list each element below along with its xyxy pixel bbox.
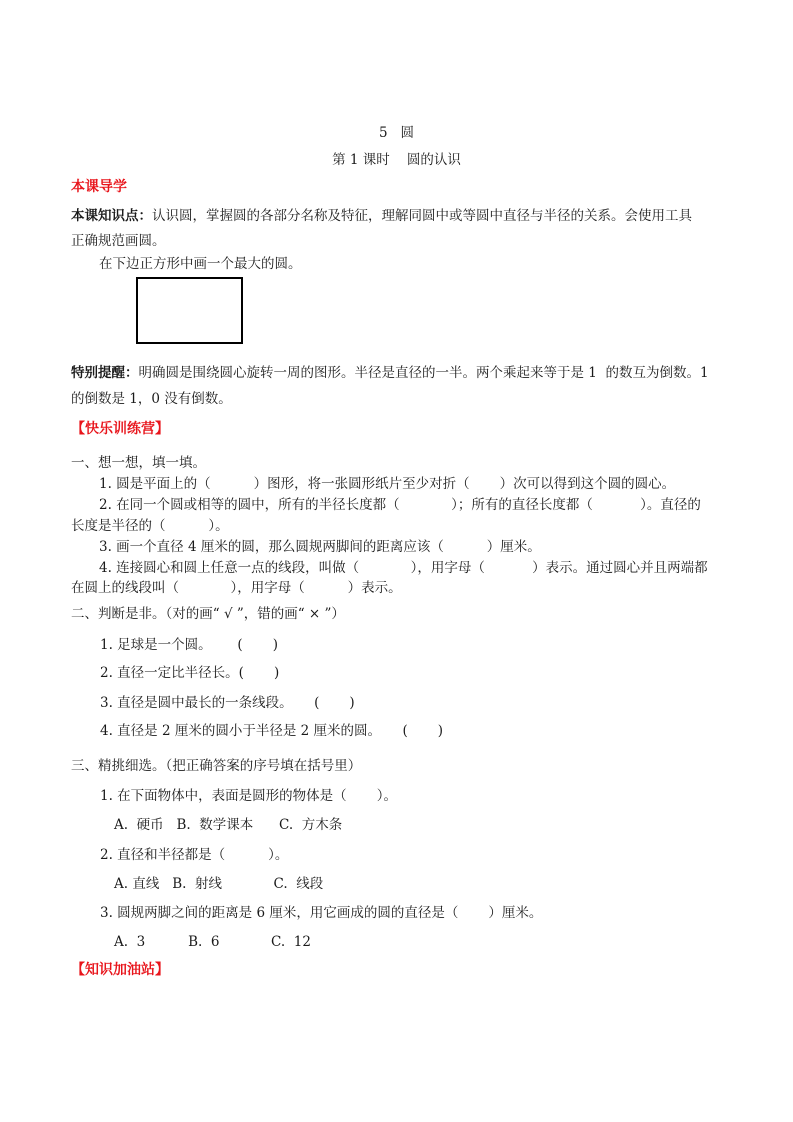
knowledge-points-line2: 正确规范画圆。 [71, 233, 166, 249]
part2-item: 4. 直径是 2 厘米的圆小于半径是 2 厘米的圆。 ( ) [100, 723, 444, 739]
part3-options-2: A. 直线 B. 射线 C. 线段 [114, 876, 324, 892]
knowledge-points-line1 [71, 207, 692, 225]
reminder-line2: 的倒数是 1，0 没有倒数。 [71, 391, 232, 407]
part1-title: 一、想一想，填一填。 [71, 455, 206, 471]
part1-question-1: 1. 圆是平面上的（ ）图形，将一张圆形纸片至少对折（ ）次可以得到这个圆的圆心。 [99, 476, 676, 492]
drawing-square [136, 277, 243, 344]
part2-item: 3. 直径是圆中最长的一条线段。 ( ) [100, 695, 355, 711]
part3-question-1: 1. 在下面物体中，表面是圆形的物体是（ ）。 [100, 788, 397, 804]
part2-item: 2. 直径一定比半径长。( ) [100, 665, 280, 681]
part3-question-2: 2. 直径和半径都是（ ）。 [100, 847, 289, 863]
reminder-label: 特别提醒： [71, 365, 139, 381]
section-heading-practice: 【快乐训练营】 [71, 421, 169, 437]
part1-question-4-line2: 在圆上的线段叫（ ），用字母（ ）表示。 [71, 580, 402, 596]
part1-question-3: 3. 画一个直径 4 厘米的圆，那么圆规两脚间的距离应该（ ）厘米。 [99, 539, 541, 555]
part2-item: 1. 足球是一个圆。 ( ) [100, 637, 278, 653]
part3-title: 三、精挑细选。（把正确答案的序号填在括号里） [71, 758, 362, 774]
part2-title: 二、判断是非。（对的画“ √ ”，错的画“ × ”） [71, 606, 345, 622]
part1-question-2-line2: 长度是半径的（ ）。 [71, 518, 229, 534]
section-heading-guide: 本课导学 [71, 179, 127, 195]
knowledge-points-text: 认识圆，掌握圆的各部分名称及特征，理解同圆中或等圆中直径与半径的关系。会使用工具 [152, 208, 692, 224]
part3-question-3: 3. 圆规两脚之间的距离是 6 厘米，用它画成的圆的直径是（ ）厘米。 [100, 905, 543, 921]
lesson-title: 第 1 课时 圆的认识 [332, 152, 461, 168]
part3-options-1: A. 硬币 B. 数学课本 C. 方木条 [114, 817, 343, 833]
knowledge-points-label: 本课知识点： [71, 208, 152, 224]
part1-question-2-line1: 2. 在同一个圆或相等的圆中，所有的半径长度都（ ）；所有的直径长度都（ ）。直径的 [99, 497, 701, 513]
section-heading-knowledge-station: 【知识加油站】 [71, 962, 169, 978]
draw-instruction: 在下边正方形中画一个最大的圆。 [99, 256, 302, 272]
reminder-line1 [71, 364, 709, 382]
part3-options-3: A. 3 B. 6 C. 12 [114, 934, 311, 950]
reminder-text: 明确圆是围绕圆心旋转一周的图形。半径是直径的一半。两个乘起来等于是 1 的数互为倒数。1 [138, 365, 709, 381]
part1-question-4-line1: 4. 连接圆心和圆上任意一点的线段，叫做（ ），用字母（ ）表示。通过圆心并且两端都 [99, 560, 708, 576]
chapter-title: 5 圆 [379, 125, 414, 141]
